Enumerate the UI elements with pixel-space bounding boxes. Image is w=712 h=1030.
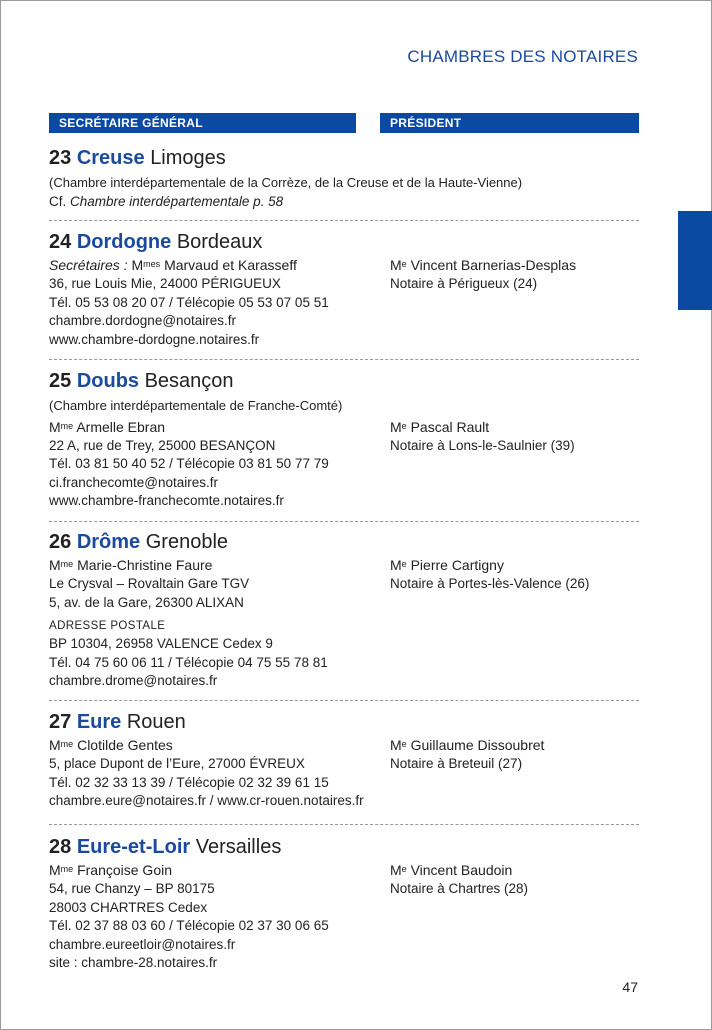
phone-line: Tél. 02 37 88 03 60 / Télécopie 02 37 30 06 65	[49, 918, 329, 933]
dept-name: Eure	[76, 711, 122, 733]
president-role: Notaire à Breteuil (27)	[390, 756, 523, 771]
dept-title	[49, 146, 639, 170]
dept-title	[49, 710, 639, 734]
dept-title	[49, 835, 639, 859]
email-line: chambre.eureetloir@notaires.fr	[49, 936, 236, 952]
dept-city: Limoges	[150, 147, 226, 169]
phone-line: Tél. 05 53 08 20 07 / Télécopie 05 53 07 05 51	[49, 294, 329, 310]
separator	[49, 220, 639, 221]
dept-city: Grenoble	[145, 531, 229, 553]
phone-line: Tél. 04 75 60 06 11 / Télécopie 04 75 55 78 81	[49, 654, 328, 670]
dept-number: 23	[49, 147, 72, 169]
dept-title	[49, 530, 639, 554]
address-line: 22 A, rue de Trey, 25000 BESANÇON	[49, 437, 276, 453]
email-line: chambre.eure@notaires.fr / www.cr-rouen.notaires.fr	[49, 793, 364, 808]
postal-address-label: ADRESSE POSTALE	[49, 620, 166, 632]
address-line: Le Crysval – Rovaltain Gare TGV	[49, 576, 250, 591]
secretary-name: $M^{me}$ Marie-Christine Faure	[49, 557, 213, 573]
entry-eure-et-loir	[49, 835, 639, 973]
phone-line: Tél. 03 81 50 40 52 / Télécopie 03 81 50 77 79	[49, 456, 329, 471]
president-role: Notaire à Lons-le-Saulnier (39)	[390, 437, 575, 453]
entry-eure	[49, 710, 639, 811]
page-header-title: CHAMBRES DES NOTAIRES	[407, 47, 638, 66]
president-role: Notaire à Périgueux (24)	[390, 276, 538, 291]
dept-name: Dordogne	[76, 231, 172, 253]
dept-reference: Cf. Chambre interdépartementale p. 58	[49, 193, 284, 209]
dept-name: Drôme	[76, 531, 141, 553]
president-role: Notaire à Portes-lès-Valence (26)	[390, 576, 590, 591]
address-line: 5, place Dupont de l’Eure, 27000 ÉVREUX	[49, 756, 305, 771]
email-line: ci.franchecomte@notaires.fr	[49, 474, 219, 490]
dept-number: 27	[49, 711, 72, 733]
dept-city: Bordeaux	[176, 231, 263, 253]
address-line: 36, rue Louis Mie, 24000 PÉRIGUEUX	[49, 276, 281, 291]
president-name: Me Guillaume Dissoubret	[390, 737, 545, 753]
email-line: chambre.dordogne@notaires.fr	[49, 313, 237, 328]
dept-city: Versailles	[195, 836, 282, 858]
page-number: 47	[622, 979, 638, 995]
address-line: 5, av. de la Gare, 26300 ALIXAN	[49, 594, 244, 610]
separator	[49, 700, 639, 701]
entry-creuse	[49, 146, 639, 211]
entry-dordogne	[49, 230, 639, 349]
entry-doubs	[49, 369, 639, 511]
dept-note: (Chambre interdépartementale de la Corrèze, de la Creuse et de la Haute-Vienne)	[49, 175, 523, 190]
phone-line: Tél. 02 32 33 13 39 / Télécopie 02 32 39 61 15	[49, 774, 329, 790]
dept-city: Besançon	[144, 370, 234, 392]
dept-name: Eure-et-Loir	[76, 836, 191, 858]
separator	[49, 521, 639, 522]
president-name: Me Pierre Cartigny	[390, 557, 504, 573]
dept-number: 24	[49, 231, 72, 253]
president-name: Me Pascal Rault	[390, 418, 490, 435]
postal-address-line: BP 10304, 26958 VALENCE Cedex 9	[49, 636, 273, 651]
column-header-president: PRÉSIDENT	[380, 113, 639, 133]
dept-number: 28	[49, 836, 72, 858]
website-line: www.chambre-dordogne.notaires.fr	[49, 331, 260, 347]
separator	[49, 359, 639, 360]
dept-title	[49, 230, 639, 254]
president-name: Me Vincent Baudoin	[390, 862, 513, 878]
address-line: 54, rue Chanzy – BP 80175	[49, 881, 215, 896]
president-role: Notaire à Chartres (28)	[390, 881, 529, 896]
dept-number: 26	[49, 531, 72, 553]
separator	[49, 824, 639, 825]
website-line: www.chambre-franchecomte.notaires.fr	[49, 493, 284, 508]
secretary-name: $M^{me}$ Clotilde Gentes	[49, 737, 173, 753]
secretary-name: $M^{me}$ Armelle Ebran	[49, 418, 166, 435]
website-line: site : chambre-28.notaires.fr	[49, 955, 218, 970]
entry-drome	[49, 530, 639, 691]
dept-name: Doubs	[76, 370, 140, 392]
secretary-name: Secrétaires : $M^{mes}$ Marvaud et Karasseff	[49, 257, 297, 273]
dept-name: Creuse	[76, 147, 145, 169]
dept-city: Rouen	[126, 711, 186, 733]
email-line: chambre.drome@notaires.fr	[49, 673, 218, 688]
dept-number: 25	[49, 370, 72, 392]
president-name: Me Vincent Barnerias-Desplas	[390, 257, 577, 273]
dept-title	[49, 369, 639, 393]
column-header-secretary: SECRÉTAIRE GÉNÉRAL	[49, 113, 356, 133]
section-tab-marker	[678, 211, 712, 310]
address-line: 28003 CHARTRES Cedex	[49, 899, 208, 915]
dept-note: (Chambre interdépartementale de Franche-Comté)	[49, 398, 343, 413]
secretary-name: $M^{me}$ Françoise Goin	[49, 862, 173, 878]
